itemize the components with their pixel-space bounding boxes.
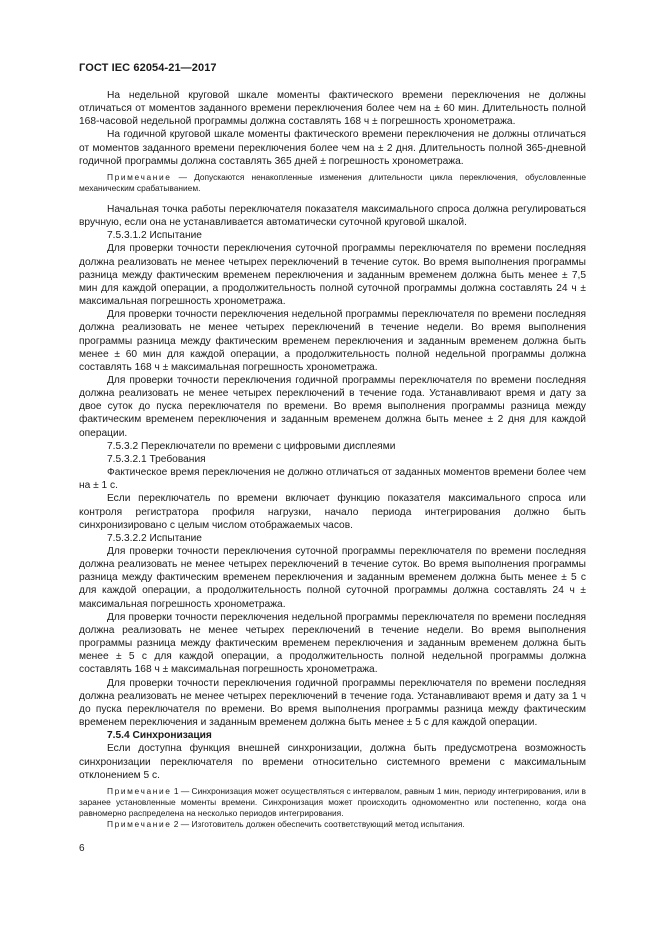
paragraph-digital-weekly-test: Для проверки точности переключения недельной программы переключателя по времени последняя должна реализовать не менее четырех переключений в течение недели. Во время выполнения программы разница между фактическим временем переключения и заданным временем должна быть менее ± 5 с для каждой операции, а продолжительность полной недельной программы должна составлять 168 ч ± максимальная погрешность хронометража. bbox=[79, 611, 586, 676]
paragraph-digital-yearly-test: Для проверки точности переключения годичной программы переключателя по времени последняя должна реализовать не менее четырех переключений в течение года. Устанавливают время и дату за 1 ч до пуска переключателя по времени. Во время выполнения программы разница между фактическим временем переключения и заданным временем должна быть менее ± 5 с для каждой операции. bbox=[79, 677, 586, 729]
heading-7-5-4: 7.5.4 Синхронизация bbox=[107, 730, 212, 742]
paragraph-digital-daily-test: Для проверки точности переключения суточной программы переключателя по времени последняя должна реализовать не менее четырех переключений в течение суток. Во время выполнения программы разница между фактическим временем переключения и заданным временем должна быть менее ± 5 с для каждой операции, а продолжительность полной суточной программы должна составлять 24 ч ± максимальная погрешность хронометража. bbox=[79, 546, 586, 610]
paragraph-external-sync: Если доступна функция внешней синхронизации, должна быть предусмотрена возможность синхронизации переключателя по времени относительно системного времени с максимальным отклонением 5 с. bbox=[79, 743, 586, 781]
page-number: 6 bbox=[79, 843, 85, 854]
heading-7-5-3-2: 7.5.3.2 Переключатели по времени с цифровыми дисплеями bbox=[107, 440, 396, 452]
paragraph-yearly-test: Для проверки точности переключения годичной программы переключателя по времени последняя должна реализовать не менее четырех переключений в течение года. Устанавливают время и дату за двое суток до пуска переключателя по времени. Во время выполнения программы разница между фактическим временем переключения и заданным временем должна быть менее ± 2 дня для каждой операции. bbox=[79, 374, 586, 439]
note-label: Примечание bbox=[107, 818, 172, 829]
heading-7-5-3-1-2: 7.5.3.1.2 Испытание bbox=[107, 230, 202, 242]
note-label: Примечание bbox=[107, 171, 172, 182]
paragraph-start-point: Начальная точка работы переключателя показателя максимального спроса должна регулироваться вручную, если она не устанавливается автоматически суточной круговой шкалой. bbox=[79, 203, 586, 229]
document-header: ГОСТ IEC 62054-21—2017 bbox=[79, 62, 217, 74]
document-body bbox=[79, 89, 586, 830]
note-test-method bbox=[79, 819, 586, 830]
note-sync-interval bbox=[79, 786, 586, 819]
paragraph-daily-test: Для проверки точности переключения суточной программы переключателя по времени последняя должна реализовать не менее четырех переключений в течение суток. Во время выполнения программы разница между фактическим временем переключения и заданным временем должна быть менее ± 7,5 мин для каждой операции, а продолжительность полной суточной программы должна составлять 24 ч ± максимальная погрешность хронометража. bbox=[79, 243, 586, 308]
paragraph-weekly-test: Для проверки точности переключения недельной программы переключателя по времени последняя должна реализовать не менее четырех переключений в течение недели. Во время выполнения программы разница между фактическим временем переключения и заданным временем должна быть менее ± 60 мин для каждой операции, а продолжительность полной недельной программы должна составлять 168 ч ± максимальная погрешность хронометража. bbox=[79, 309, 586, 373]
heading-7-5-3-2-2: 7.5.3.2.2 Испытание bbox=[107, 532, 202, 544]
paragraph-integration-sync: Если переключатель по времени включает функцию показателя максимального спроса или контроля регистратора профиля нагрузки, начало периода интегрирования должно быть синхронизировано с целым числом отображаемых часов. bbox=[79, 493, 586, 531]
note-label: Примечание bbox=[107, 785, 172, 796]
note-mechanical bbox=[79, 172, 586, 194]
note-text: 1 — Синхронизация может осуществляться с интервалом, равным 1 мин, периоду интегрирования, или в заранее установленные моменты времени. Синхронизация может происходить одномоментно или постепенно, когда она равномерно распределена на несколько периодов интегрирования. bbox=[79, 785, 586, 818]
heading-7-5-3-2-1: 7.5.3.2.1 Требования bbox=[107, 453, 206, 465]
note-text: 2 — Изготовитель должен обеспечить соответствующий метод испытания. bbox=[171, 818, 465, 829]
paragraph-actual-time: Фактическое время переключения не должно отличаться от заданных моментов времени более чем на ± 1 с. bbox=[79, 467, 586, 492]
note-text: — Допускаются ненакопленные изменения длительности цикла переключения, обусловленные механическим срабатыванием. bbox=[79, 171, 586, 193]
paragraph-weekly-dial: На недельной круговой шкале моменты фактического времени переключения не должны отличаться от моментов заданного времени переключения более чем на ± 60 мин. Длительность полной 168-часовой недельной программы должна составлять 168 ч ± погрешность хронометража. bbox=[79, 90, 586, 128]
paragraph-yearly-dial: На годичной круговой шкале моменты фактического времени переключения не должны отличаться от моментов заданного времени переключения более чем на ± 2 дня. Длительность полной 365-дневной годичной программы должна составлять 365 дней ± погрешность хронометража. bbox=[79, 129, 586, 167]
